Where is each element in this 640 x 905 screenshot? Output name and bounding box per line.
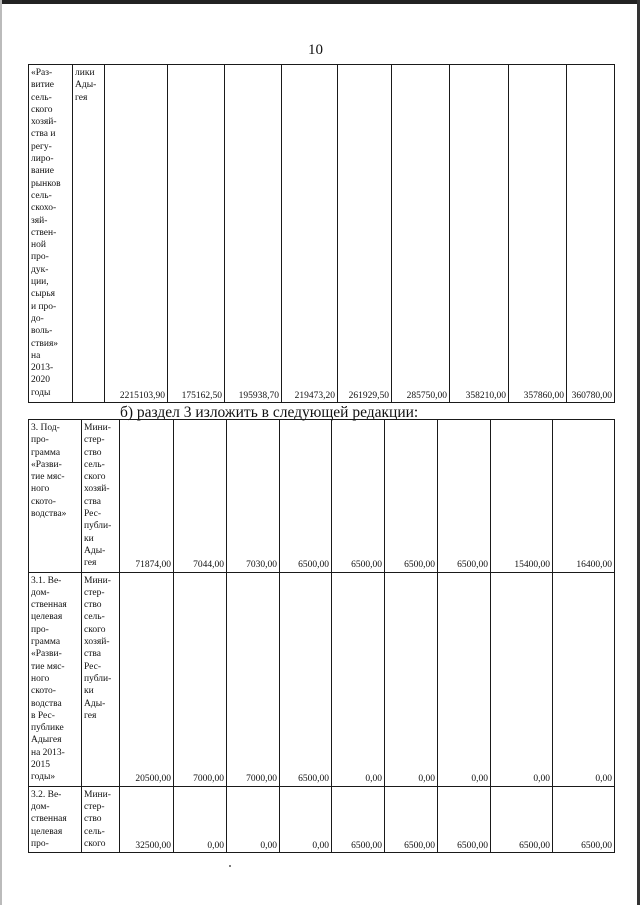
value-cell: 16400,00 bbox=[553, 420, 615, 573]
value-cell: 0,00 bbox=[227, 786, 280, 852]
page-number: 10 bbox=[308, 42, 323, 58]
value-cell: 6500,00 bbox=[553, 786, 615, 852]
responsible-cell: Мини- стер- ство сель- ского bbox=[82, 786, 120, 852]
program-table-continued bbox=[28, 64, 615, 403]
value-cell: 2215103,90 bbox=[105, 65, 168, 403]
value-cell: 0,00 bbox=[280, 786, 332, 852]
value-cell: 219473,20 bbox=[282, 65, 338, 403]
value-cell: 0,00 bbox=[174, 786, 227, 852]
table-row bbox=[29, 786, 615, 852]
scan-left-edge bbox=[0, 0, 2, 905]
value-cell: 0,00 bbox=[491, 572, 553, 786]
value-cell: 6500,00 bbox=[438, 420, 491, 573]
value-cell: 6500,00 bbox=[491, 786, 553, 852]
value-cell: 285750,00 bbox=[392, 65, 450, 403]
value-cell: 6500,00 bbox=[438, 786, 491, 852]
section-heading: б) раздел 3 изложить в следующей редакции: bbox=[120, 404, 419, 421]
value-cell: 0,00 bbox=[332, 572, 385, 786]
subprogram-table bbox=[28, 419, 615, 853]
table-row bbox=[29, 572, 615, 786]
value-cell: 175162,50 bbox=[168, 65, 225, 403]
value-cell: 261929,50 bbox=[338, 65, 392, 403]
value-cell: 0,00 bbox=[438, 572, 491, 786]
value-cell: 6500,00 bbox=[280, 572, 332, 786]
responsible-cell: Мини- стер- ство сель- ского хозяй- ства Рес- публи- ки Ады- гея bbox=[82, 420, 120, 573]
scan-top-edge bbox=[0, 0, 640, 4]
value-cell: 7044,00 bbox=[174, 420, 227, 573]
program-name-cell: 3.1. Ве- дом- ственная целевая про- грамма «Разви- тие мяс- ного ското- водства в Рес- публике Адыгея на 2013- 2015 годы» bbox=[29, 572, 82, 786]
table-row bbox=[29, 65, 615, 403]
value-cell: 6500,00 bbox=[280, 420, 332, 573]
value-cell: 71874,00 bbox=[120, 420, 174, 573]
value-cell: 195938,70 bbox=[225, 65, 282, 403]
value-cell: 358210,00 bbox=[450, 65, 509, 403]
responsible-cell: Мини- стер- ство сель- ского хозяй- ства Рес- публи- ки Ады- гея bbox=[82, 572, 120, 786]
value-cell: 6500,00 bbox=[332, 786, 385, 852]
value-cell: 0,00 bbox=[553, 572, 615, 786]
value-cell: 0,00 bbox=[385, 572, 438, 786]
value-cell: 20500,00 bbox=[120, 572, 174, 786]
value-cell: 360780,00 bbox=[567, 65, 615, 403]
value-cell: 6500,00 bbox=[332, 420, 385, 573]
responsible-cell: лики Ады- гея bbox=[73, 65, 105, 403]
value-cell: 6500,00 bbox=[385, 786, 438, 852]
program-name-cell: «Раз- витие сель- ского хозяй- ства и регу- лиро- вание рынков сель- скохо- зяй- ствен- ной про- дук- ции, сырья и про- до- воль- ствия» на 2013- 2020 годы bbox=[29, 65, 73, 403]
value-cell: 7000,00 bbox=[174, 572, 227, 786]
value-cell: 357860,00 bbox=[509, 65, 567, 403]
value-cell: 32500,00 bbox=[120, 786, 174, 852]
program-name-cell: 3.2. Ве- дом- ственная целевая про- bbox=[29, 786, 82, 852]
value-cell: 15400,00 bbox=[491, 420, 553, 573]
program-name-cell: 3. Под- про- грамма «Разви- тие мяс- ного ското- водства» bbox=[29, 420, 82, 573]
value-cell: 6500,00 bbox=[385, 420, 438, 573]
value-cell: 7000,00 bbox=[227, 572, 280, 786]
scan-speck bbox=[229, 865, 231, 867]
value-cell: 7030,00 bbox=[227, 420, 280, 573]
table-row bbox=[29, 420, 615, 573]
